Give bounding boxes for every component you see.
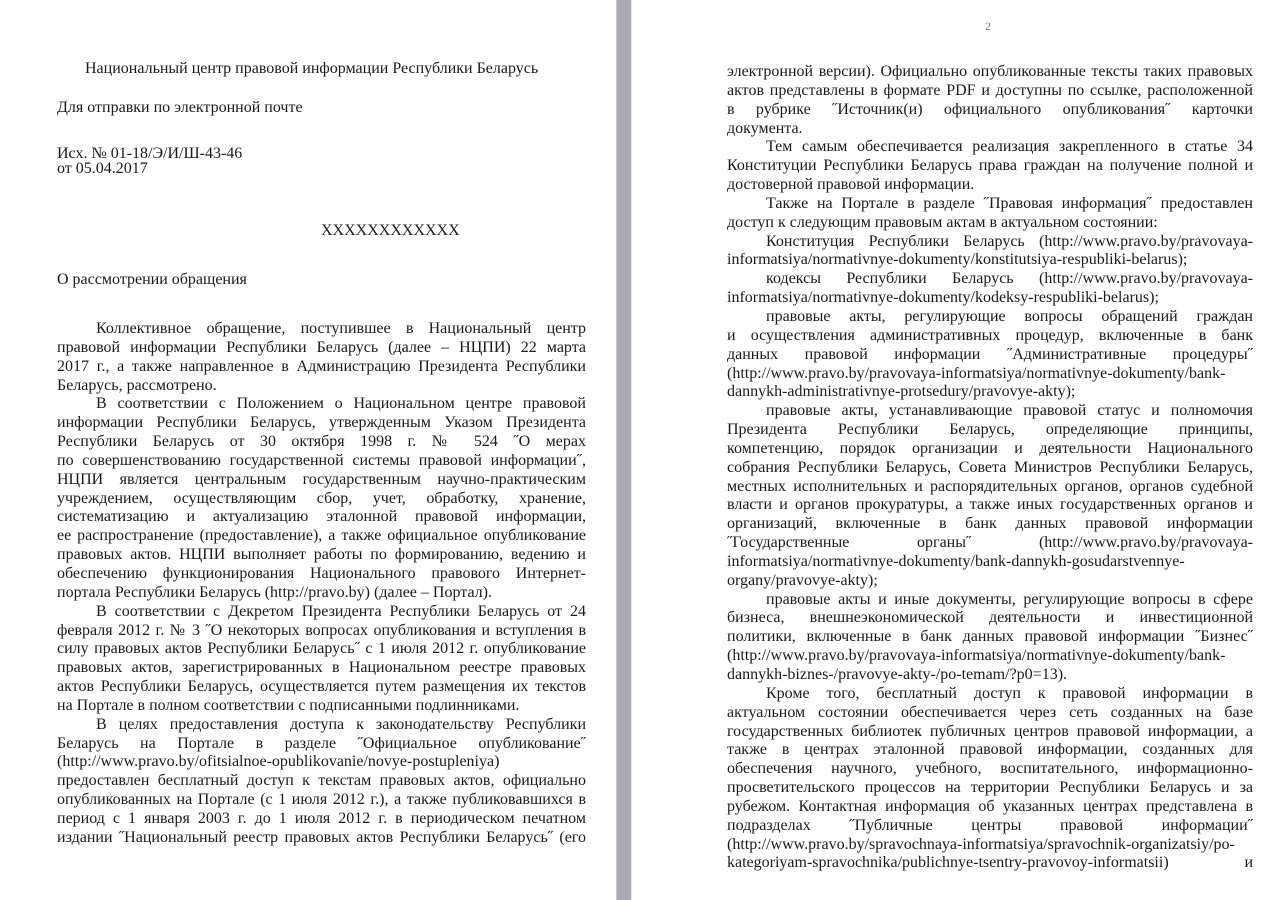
text-line: kategoriyam-spravochnika/publichnye-tsentry-pravovoy-informatsii) и bbox=[727, 854, 1253, 872]
text-line: правовые акты и иные документы, регулирующие вопросы в сфере bbox=[766, 590, 1253, 608]
text-line: систематизацию и актуализацию эталонной правовой информации, bbox=[57, 508, 586, 526]
text-line: учреждением, осуществляющим сбор, учет, обработку, хранение, bbox=[57, 489, 586, 507]
text-line: собрания Республики Беларусь, Совета Министров Республики Беларусь, bbox=[727, 458, 1253, 476]
text-line: местных исполнительных и распорядительных органов, органов судебной bbox=[727, 477, 1253, 495]
text-line: политики, включенные в банк данных правовой информации ˝Бизнес˝ bbox=[727, 628, 1253, 646]
text-line: Беларусь на Портале в разделе ˝Официальное опубликование˝ bbox=[57, 734, 586, 752]
text-line: dannykh-biznes-/pravovye-akty-/po-temam/?p0=13). bbox=[727, 666, 1068, 683]
text-line: (http://www.pravo.by/pravovaya-informatsiya/normativnye-dokumenty/bank- bbox=[727, 364, 1226, 382]
text-line: В целях предоставления доступа к законодательству Республики bbox=[96, 715, 586, 733]
text-line: издании ˝Национальный реестр правовых актов Республики Беларусь˝ (его bbox=[57, 828, 586, 846]
text-line: НЦПИ является центральным государственным научно-практическим bbox=[57, 470, 586, 488]
text-line: период с 1 января 2003 г. до 1 июля 2012 г. в периодическом печатном bbox=[57, 809, 586, 827]
text-line: Президента Республики Беларусь, определяющие принципы, bbox=[727, 421, 1253, 439]
text-line: правовой информации Республики Беларусь (далее – НЦПИ) 22 марта bbox=[57, 338, 586, 356]
text-line: организаций, включенные в банк данных правовой информации bbox=[727, 515, 1253, 533]
text-line: (http://www.pravo.by/spravochnaya-informatsiya/spravochnik-organizatsiy/po- bbox=[727, 835, 1235, 853]
text-line: dannykh-administrativnye-protsedury/pravovye-akty); bbox=[727, 383, 1076, 401]
org-title: Национальный центр правовой информации Республики Беларусь bbox=[85, 60, 539, 77]
text-line: актов представлены в формате PDF и доступны по ссылке, расположенной bbox=[727, 81, 1253, 99]
text-line: подразделах ˝Публичные центры правовой информации˝ bbox=[727, 816, 1253, 834]
text-line: правовые акты, регулирующие вопросы обращений граждан bbox=[766, 307, 1253, 325]
paragraph bbox=[727, 591, 1253, 685]
text-line: на Портале в полном соответствии с подписанными подлинниками. bbox=[57, 696, 520, 714]
paragraph bbox=[727, 685, 1253, 873]
text-line: информации Республики Беларусь, утвержденным Указом Президента bbox=[57, 414, 586, 432]
text-line: В соответствии с Декретом Президента Республики Беларусь от 24 bbox=[96, 602, 586, 620]
delivery-note: Для отправки по электронной почте bbox=[57, 99, 303, 116]
text-line: organy/pravovye-akty); bbox=[727, 571, 878, 589]
text-line: Республики Беларусь от 30 октября 1998 г. № 524 ˝О мерах bbox=[57, 433, 586, 451]
text-line: портала Республики Беларусь (http://pravo.by) (далее – Портал). bbox=[57, 583, 492, 601]
text-line: актуальном состоянии обеспечивается через сеть созданных на базе bbox=[727, 703, 1253, 721]
text-line: документа. bbox=[727, 119, 803, 137]
outgoing-number: Исх. № 01-18/Э/И/Ш-43-46 bbox=[57, 145, 243, 162]
paragraph bbox=[57, 603, 586, 716]
text-line: (http://www.pravo.by/pravovaya-informatsiya/normativnye-dokumenty/bank- bbox=[727, 647, 1226, 665]
paragraph bbox=[57, 395, 586, 602]
document-date: от 05.04.2017 bbox=[57, 160, 148, 177]
page-gutter bbox=[616, 0, 632, 900]
text-line: Коллективное обращение, поступившее в Национальный центр bbox=[96, 320, 586, 337]
text-line: также в центрах эталонной правовой информации, созданных для bbox=[727, 741, 1253, 759]
text-line: электронной версии). Официально опубликованные тексты таких правовых bbox=[727, 63, 1253, 80]
paragraph bbox=[727, 63, 1253, 138]
text-line: informatsiya/normativnye-dokumenty/kodeksy-respubliki-belarus); bbox=[727, 289, 1159, 307]
text-line: данных правовой информации ˝Административные процедуры˝ bbox=[727, 345, 1253, 363]
letter-body-continued bbox=[727, 63, 1253, 873]
text-line: Беларусь, рассмотрено. bbox=[57, 376, 217, 394]
text-line: по совершенствованию государственной системы правовой информации˝, bbox=[57, 451, 586, 469]
text-line: (http://www.pravo.by/ofitsialnoe-opublikovanie/novye-postupleniya) bbox=[57, 753, 500, 771]
text-line: правовые акты, устанавливающие правовой статус и полномочия bbox=[766, 402, 1253, 420]
text-line: просветительского процессов на территории Республики Беларусь и за bbox=[727, 779, 1253, 797]
text-line: Конституция Республики Беларусь (http://www.pravo.by/pravovaya- bbox=[766, 232, 1253, 250]
text-line: государственных библиотек публичных центров правовой информации, а bbox=[727, 722, 1253, 740]
text-line: informatsiya/normativnye-dokumenty/bank-dannykh-gosudarstvennye- bbox=[727, 552, 1185, 570]
text-line: informatsiya/normativnye-dokumenty/konstitutsiya-respubliki-belarus); bbox=[727, 251, 1188, 269]
text-line: рубежом. Контактная информация об указанных центрах представлена в bbox=[727, 797, 1253, 815]
paragraph bbox=[57, 320, 586, 395]
text-line: Тем самым обеспечивается реализация закрепленного в статье 34 bbox=[766, 138, 1253, 156]
text-line: Конституции Республики Беларусь права граждан на получение полной и bbox=[727, 157, 1253, 175]
text-line: актов Республики Беларусь, осуществляется путем размещения их текстов bbox=[57, 678, 586, 696]
text-line: 2017 г., а также направленное в Администрацию Президента Республики bbox=[57, 357, 586, 375]
text-line: в рубрике ˝Источник(и) официального опубликования˝ карточки bbox=[727, 100, 1253, 118]
paragraph bbox=[727, 195, 1253, 233]
letter-body bbox=[57, 320, 586, 848]
paragraph bbox=[727, 308, 1253, 402]
recipient: XXXXXXXXXXXX bbox=[321, 222, 460, 239]
page-number: 2 bbox=[985, 19, 991, 33]
text-line: опубликованных на Портале (с 1 июля 2012 г.), а также публиковавшихся в bbox=[57, 791, 586, 809]
text-line: власти и органов прокуратуры, а также иных государственных органов и bbox=[727, 496, 1253, 514]
text-line: Также на Портале в разделе ˝Правовая информация˝ предоставлен bbox=[766, 194, 1253, 212]
text-line: доступ к следующим правовым актам в актуальном состоянии: bbox=[727, 213, 1158, 231]
text-line: февраля 2012 г. № 3 ˝О некоторых вопросах опубликования и вступления в bbox=[57, 621, 586, 639]
text-line: компетенцию, порядок организации и деятельности Национального bbox=[727, 439, 1253, 457]
document-page-1 bbox=[0, 0, 616, 900]
text-line: обеспечению функционирования Национального правового Интернет- bbox=[57, 564, 586, 582]
text-line: ˝Государственные органы˝ (http://www.pravo.by/pravovaya- bbox=[727, 534, 1253, 552]
paragraph bbox=[57, 716, 586, 848]
text-line: В соответствии с Положением о Национальном центре правовой bbox=[96, 395, 586, 413]
paragraph bbox=[727, 402, 1253, 590]
text-line: предоставлен бесплатный доступ к текстам правовых актов, официально bbox=[57, 772, 586, 790]
document-page-2 bbox=[632, 0, 1280, 900]
text-line: и осуществления административных процедур, включенные в банк bbox=[727, 326, 1253, 344]
paragraph bbox=[727, 138, 1253, 195]
text-line: кодексы Республики Беларусь (http://www.pravo.by/pravovaya- bbox=[766, 270, 1253, 288]
text-line: бизнеса, внешнеэкономической деятельности и инвестиционной bbox=[727, 609, 1253, 627]
text-line: силу правовых актов Республики Беларусь˝ с 1 июля 2012 г. опубликование bbox=[57, 640, 586, 658]
text-line: ее распространение (предоставление), а также официальное опубликование bbox=[57, 527, 586, 545]
paragraph bbox=[727, 233, 1253, 271]
text-line: обеспечения научного, учебного, воспитательного, информационно- bbox=[727, 760, 1253, 778]
paragraph bbox=[727, 270, 1253, 308]
text-line: правовых актов, зарегистрированных в Национальном реестре правовых bbox=[57, 659, 586, 677]
subject-line: О рассмотрении обращения bbox=[57, 271, 247, 288]
text-line: достоверной правовой информации. bbox=[727, 176, 975, 194]
text-line: правовых актов. НЦПИ выполняет работы по формированию, ведению и bbox=[57, 546, 586, 564]
text-line: Кроме того, бесплатный доступ к правовой информации в bbox=[766, 684, 1253, 702]
